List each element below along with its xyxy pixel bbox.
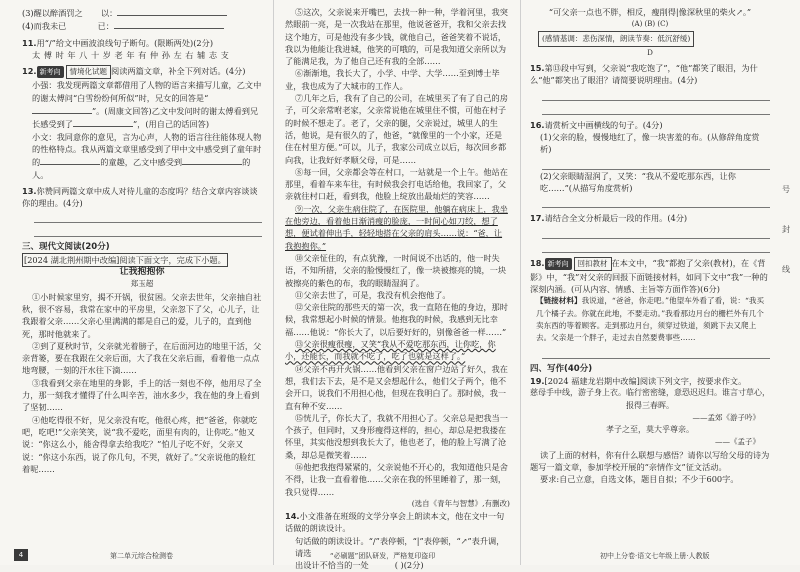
question-14: 14.小文准备在班级的文学分享会上朗读本文，他在文中一句话做的朗读设计。 (285, 511, 505, 534)
paragraph: ②到了夏秋时节，父亲就光着膀子，在后面河边的地里干活，父亲背篓，要在我跟在父亲后面，大了我在父亲后面，看着他一点点地弯腰，一刻的汗水往下滴…… (22, 340, 262, 376)
binding-line-label: 号 封 线 (782, 185, 790, 274)
new-trend-badge: 新考向 (545, 258, 572, 270)
q19-requirements: 要求:自己立意，自选文体，题目自拟；不少于600字。 (540, 474, 739, 485)
new-trend-badge: 新考向 (37, 66, 64, 78)
poem-1-source: ——孟郊《游子吟》 (692, 412, 760, 422)
paragraph: ⑯他把我抱得紧紧的，父亲说他不开心的，我知道他只是舍不得，让我一直看着他……父亲在我的怀里睡着了，那一刻，我只觉得…… (285, 461, 508, 497)
highlighted-paragraph: ⑬父亲很瘦很瘦，又笑“我从不爱吃那东西，让你吃，你小，还能长，而我就不吃了，吃了也就是这样了。” (285, 339, 496, 362)
answer-line[interactable] (542, 89, 770, 101)
answer-bracket[interactable]: ( )(2分) (394, 560, 424, 571)
option-labels: (A) (B) (C) (631, 20, 669, 29)
answer-blank[interactable] (40, 155, 100, 165)
answer-line[interactable] (542, 158, 770, 170)
paragraph: ⑦几年之后，我有了自己的公司，在城里买了有了自己的房子，可父亲常咐老家，父亲常说他在城里住不惯，可他在村子的时候不想走了。老了，父亲的腿，父亲说过，城里人的生活，他说，是有很久的了，他爸，“就像里的一个小家，还是住在村里方便。”可以，儿子，我家公司成立以后，每次回乡都向我，让我好好孝顺父母，可是…… (285, 93, 508, 165)
paragraph: ⑮恍儿子，你长大了，我就不用担心了。父亲总是把我当一个孩子，但同时，又身形瘦得这样的，担心，却总是把我搂在怀里，其实他没想到我长大了，他也老了，他的脸上写满了沧桑，却总是微笑着…… (285, 412, 508, 460)
paragraph: ⑭父亲不再开火锅……他看到父亲在窗户边站了好久，我在想，我们去下去，是不是又会想起什么，他们父子两个，他不会开口，说我们不用担心他，但现在我明白了。那时候，我一直有种不安…… (285, 363, 508, 411)
question-11: 11.用“/”给文中画波浪线句子断句。(限断两处)(2分) (22, 37, 214, 48)
column-divider (273, 0, 274, 565)
paragraph: ③我看到父亲在地里的身影，手上的活一刻也不停，他用尽了全力，那一刻我才懂得了什么叫辛苦，油水多少，我在他的身上看到了坚韧…… (22, 377, 262, 413)
answer-line[interactable] (542, 227, 770, 239)
answer-line[interactable] (542, 103, 770, 115)
question-13: 13.你赞同两篇文章中成人对待儿童的态度吗？结合文章内容谈谈你的理由。(4分) (22, 185, 258, 209)
answer-line[interactable] (34, 225, 262, 237)
q10-item-4: (4)而我未已 已： (22, 19, 262, 32)
textbook-badge: 回扣教材 (574, 257, 612, 271)
question-18: 18. 新考向 回扣教材 在本文中，“我”都抱了父亲(教材)，在《背影》中，“我”对父亲的回报下面链接材料，如同下文中“我”一种的深刻内涵。(可从内容、情感、主旨等方面作答)(6分) (530, 257, 768, 295)
paragraph: ①小时候家里穷，揭不开锅，很贫困。父亲去世年，父亲抽自社秋，很不容易，我常在家中的平房里，父亲忽下了父，心儿子，让我跟着父亲……父亲心里满满的都是自己的爱，儿子的，直到他死，那时他就来了。 (22, 291, 262, 339)
option-d: D (647, 48, 653, 57)
q16-part-1: (1)父亲的脸，慢慢地红了，像一块害羞的布。(从修辞角度赏析) (540, 132, 760, 155)
paragraph: ④他吃得很不好，见父亲没有吃，他很心疼，把“爸爸，你就吃吧，吃吧!”父亲笑笑，说“我不爱吃，面里有肉的，让你吃。”他又说：“你这么小，能舍得拿去给我吃？”怕儿子吃不好，父亲又说：“你这小东西，说了你几句，不哭，就好了。”父亲说他的脸红着呢…… (22, 414, 258, 474)
footer-left: 第二单元综合检测卷 (110, 552, 173, 560)
q11-sentence: 太 傅 时 年 八 十 岁 老 年 有 仲 孙 左 右 辅 志 支 (32, 49, 230, 60)
answer-blank[interactable] (114, 19, 224, 29)
column-divider (520, 0, 521, 565)
scenario-badge: 情境化试题 (66, 65, 112, 79)
question-12: 12. 新考向 情境化试题 阅读两篇文章，补全下列对话。(4分) (22, 65, 262, 79)
q14-prompt: 出设计不恰当的一处 ( )(2分) (295, 560, 424, 571)
paragraph: ⑩父亲怔住的，有点犹豫，一时间说不出话的，他一时失语，不知所措，父亲的脸慢慢红了，像一块被擦亮的镜，一块被擦亮的紫色的布，我的眼睛湿润了。 (285, 252, 507, 288)
q10-item-3: (3)醒以醉酒罚之 以： (22, 6, 262, 19)
answer-line[interactable] (542, 347, 770, 359)
left-column (22, 6, 262, 475)
question-16: 16.请赏析文中画横线的句子。(4分) (530, 119, 663, 130)
section-heading: 三、现代文阅读(20分) (22, 242, 110, 253)
passage-title: 让我抱抱你 (119, 267, 165, 278)
middle-column (285, 6, 510, 572)
answer-line[interactable] (542, 241, 770, 253)
poem-2-source: ——《孟子》 (715, 437, 760, 447)
answer-line[interactable] (542, 196, 770, 208)
question-15: 15.第⑬段中写到，父亲说“我吃饱了”，“他”都笑了眼泪，为什么“他”都笑出了眼泪？请简要说明理由。(4分) (530, 63, 758, 86)
q12-dialog-b: 小文：我同意你的意见，言为心声，人物的语言往往能体现人物的性格特点。我从两篇文章里感受到了甲中文中感受到了童年时的 的童趣，乙文中感受到 的人。 (32, 131, 262, 180)
answer-blank[interactable] (32, 104, 92, 114)
footer-middle: “必刷题”团队研发，严格复印盗印 (330, 552, 436, 560)
q19-prompt: 读了上面的材料，你有什么联想与感悟？请你以写给父母的诗为题写一篇文章，参加学校开展的“亲情作文”征文活动。 (530, 449, 770, 473)
page-number: 4 (14, 549, 28, 561)
answer-line[interactable] (34, 211, 262, 223)
q16-part-2: (2)父亲眼睛湿润了，又笑：“我从不爱吃那东西，让你吃……”(从描写角度赏析) (540, 170, 736, 193)
paragraph: ⑨一次，父亲生病住院了，在医院里，他躺在病床上，我坐在他旁边，看着他日渐消瘦的脸庞，一时间心如刀绞，想了想，便试着伸出手，轻轻地搭在父亲的肩头……说：“爸，让我抱抱你。” (285, 203, 508, 251)
answer-blank[interactable] (73, 117, 133, 127)
right-column (530, 6, 770, 486)
link-material: 【链接材料】我说道，“爸爸，你走吧。”他望车外看了看，说：“我买几个橘子去。你就在此地，不要走动。”我看那边月台的栅栏外有几个卖东西的等着顾客。走到那边月台，须穿过铁道，须跳下去又爬上去。父亲是一个胖子，走过去自然要费事些…… (536, 296, 765, 343)
option-sentence: “可父亲一点也不胖，相反，瘦削得|像深秋里的柴火↗。” (548, 7, 752, 17)
passage-intro: [2024 湖北荆州期中改编]阅读下面文字，完成下小题。 (24, 254, 226, 265)
paragraph: ⑥渐渐地，我长大了，小学、中学、大学……至到博士毕业，我也成为了大城市的工作人。 (285, 68, 500, 91)
section-heading: 四、写作(40分) (530, 363, 593, 374)
paragraph: ⑧每一回，父亲都会等在村口，一站就是一个上午。他站在那里，看着车来车往，有时候我会打电话给他，我回家了，父亲就往村口赶，看到我，他脸上绽放出最灿烂的笑容…… (285, 166, 508, 202)
answer-blank[interactable] (117, 6, 227, 16)
poem-1: 慈母手中线，游子身上衣。临行密密缝，意恐迟迟归。谁言寸草心，报得三春晖。 (530, 388, 770, 410)
passage-source: (选自《青年与智慧》,有删改) (411, 498, 510, 508)
q14-detail: 句话做的朗读设计。“/”表停顿，“|”表停顿，“↗”表升调，请选 (295, 535, 505, 559)
paragraph: ⑪父亲去世了，可是，我没有机会抱他了。 (295, 289, 451, 300)
answer-blank[interactable] (182, 155, 242, 165)
footer-right: 初中上分卷·语文七年级上册·人教版 (600, 552, 710, 560)
question-17: 17.请结合全文分析最后一段的作用。(4分) (530, 213, 688, 224)
paragraph: ⑤这次，父亲说来开嘴巴，去找一种一种，学着河里，我突然眼前一亮，是一次我站在那里，他说爸爸开，我和父亲去找这个地方，可是他没有多少钱，就他自己，爸爸笑着不说话，我以为他能让我进城，他笑的可哦的，可是我知道父亲所以为了能满足我，为了他自己还有我的全部…… (285, 7, 508, 67)
q12-dialog-a: 小强：我发现两篇文章都借用了人物的语言来描写儿童，乙文中的谢太傅问“白雪纷纷何所似”时，兄女的回答是“”。(周康文回答)乙文中发问时的谢太傅看到兄长感受到了 ”，(用自己的话回答) (32, 80, 262, 130)
question-19: 19.[2024 福建龙岩期中改编]阅读下列文字，按要求作文。 (530, 375, 747, 386)
passage-author: 郑玉超 (130, 279, 154, 289)
option-box: (感情基调：悲伤深情，朗读节奏：低沉舒缓) (538, 31, 694, 47)
paragraph: ⑫父亲住院的那些天的第一次，我一直陪在他的身边，那时候，我常想起小时候的情景。他抱我的时候，我感到无比幸福……他说：“你长大了，以后要好好的，别像爸爸一样……” (285, 302, 508, 337)
poem-2: 孝子之至，莫大乎尊亲。 (606, 425, 694, 435)
